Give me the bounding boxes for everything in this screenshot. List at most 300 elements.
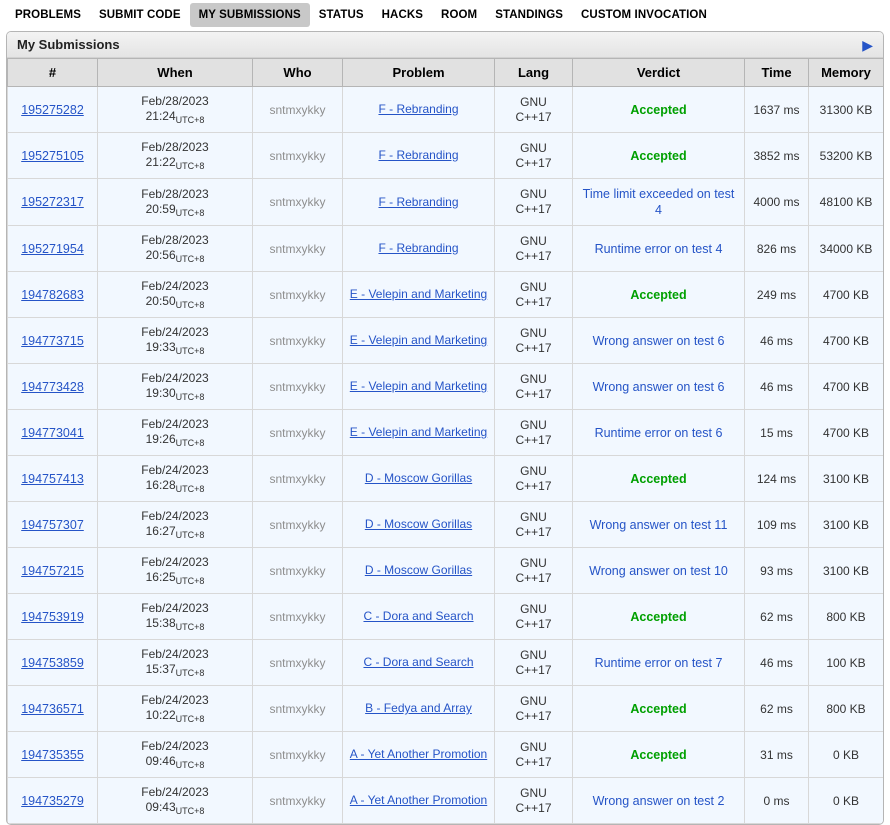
submission-id-cell [8, 456, 98, 502]
submission-lang-cell [495, 594, 573, 640]
submission-time-of-day [104, 155, 246, 171]
submission-id-link[interactable]: 194753919 [21, 609, 84, 624]
submission-when-cell [98, 548, 253, 594]
problem-link[interactable]: E - Velepin and Marketing [349, 425, 488, 439]
submission-id-cell [8, 133, 98, 179]
submission-time-cell: 124 ms [745, 456, 809, 502]
submission-clock: 15:37 [145, 662, 176, 676]
verdict-status-badge[interactable]: Accepted [630, 287, 687, 302]
submission-time-cell: 15 ms [745, 410, 809, 456]
submissions-table [7, 58, 884, 824]
submission-timezone: UTC+8 [175, 806, 205, 816]
submission-verdict-cell [573, 179, 745, 226]
submission-id-link[interactable]: 194735279 [21, 793, 84, 808]
submission-author[interactable]: sntmxykky [269, 793, 326, 808]
submission-who-cell [253, 594, 343, 640]
submission-author[interactable]: sntmxykky [269, 195, 326, 209]
submission-id-cell [8, 594, 98, 640]
submission-author[interactable]: sntmxykky [269, 747, 326, 762]
submission-language: GNU C++17 [515, 739, 552, 769]
nav-item-standings[interactable]: STANDINGS [495, 9, 564, 21]
submission-problem-cell [343, 87, 495, 133]
submission-problem-cell [343, 732, 495, 778]
submission-language: GNU C++17 [515, 233, 552, 263]
submission-when-cell [98, 87, 253, 133]
submission-time-of-day [104, 708, 246, 724]
submission-author[interactable]: sntmxykky [269, 701, 326, 716]
nav-item-submit-code[interactable]: SUBMIT CODE [98, 9, 181, 21]
submission-author[interactable]: sntmxykky [269, 241, 326, 256]
problem-link[interactable]: F - Rebranding [378, 102, 459, 116]
submission-time-of-day [104, 616, 246, 632]
table-row [8, 226, 884, 272]
verdict-status-badge[interactable]: Wrong answer on test 2 [592, 793, 725, 808]
table-row [8, 548, 884, 594]
submission-timezone: UTC+8 [175, 530, 205, 540]
submission-date: Feb/28/2023 [141, 140, 209, 154]
submission-verdict-cell [573, 502, 745, 548]
submission-memory-cell: 31300 KB [809, 87, 884, 133]
problem-link[interactable]: C - Dora and Search [363, 655, 474, 669]
submission-clock: 15:38 [145, 616, 176, 630]
verdict-status-badge[interactable]: Runtime error on test 7 [594, 655, 723, 670]
submission-verdict-cell [573, 410, 745, 456]
submission-id-link[interactable]: 194736571 [21, 701, 84, 716]
submission-who-cell [253, 732, 343, 778]
submission-who-cell [253, 272, 343, 318]
problem-link[interactable]: C - Dora and Search [363, 609, 474, 623]
problem-link[interactable]: F - Rebranding [378, 241, 459, 255]
submission-who-cell [253, 133, 343, 179]
submission-clock: 19:33 [145, 340, 176, 354]
submission-timezone: UTC+8 [175, 392, 205, 402]
verdict-status-badge[interactable]: Accepted [630, 102, 687, 117]
submission-lang-cell [495, 133, 573, 179]
submission-verdict-cell [573, 686, 745, 732]
submission-date: Feb/28/2023 [141, 186, 209, 201]
submission-author[interactable]: sntmxykky [269, 102, 326, 117]
verdict-status-badge[interactable]: Wrong answer on test 6 [592, 379, 725, 394]
submissions-panel [6, 31, 884, 825]
submission-id-link[interactable]: 194782683 [21, 287, 84, 302]
table-row [8, 686, 884, 732]
submission-who-cell [253, 87, 343, 133]
submission-language: GNU C++17 [515, 94, 552, 124]
submission-author[interactable]: sntmxykky [269, 609, 326, 624]
submission-id-cell [8, 179, 98, 226]
submission-time-of-day [104, 800, 246, 816]
submission-id-link[interactable]: 194735355 [21, 747, 84, 762]
submission-id-link[interactable]: 195272317 [21, 195, 84, 209]
submission-time-of-day [104, 524, 246, 540]
submission-clock: 21:24 [145, 109, 176, 123]
verdict-status-badge[interactable]: Accepted [630, 701, 687, 716]
submission-problem-cell [343, 410, 495, 456]
submission-memory-cell: 48100 KB [809, 179, 884, 226]
submission-timezone: UTC+8 [175, 714, 205, 724]
table-row [8, 502, 884, 548]
submission-time-cell: 3852 ms [745, 133, 809, 179]
submission-id-link[interactable]: 195271954 [21, 241, 84, 256]
page-title: My Submissions [17, 37, 120, 52]
submission-id-cell [8, 502, 98, 548]
submission-language: GNU C++17 [515, 785, 552, 815]
submission-when-cell [98, 502, 253, 548]
submission-who-cell [253, 226, 343, 272]
verdict-status-badge[interactable]: Time limit exceeded on test 4 [582, 187, 735, 217]
table-header-row [8, 59, 884, 87]
submission-clock: 21:22 [145, 155, 176, 169]
submission-when-cell [98, 732, 253, 778]
column-header-when: When [98, 59, 253, 87]
submission-time-of-day [104, 248, 246, 264]
submission-memory-cell: 0 KB [809, 732, 884, 778]
nav-item-hacks[interactable]: HACKS [381, 9, 424, 21]
submission-id-link[interactable]: 194773428 [21, 379, 84, 394]
problem-link[interactable]: D - Moscow Gorillas [364, 471, 473, 485]
submission-id-link[interactable]: 194753859 [21, 655, 84, 670]
submission-time-of-day [104, 570, 246, 586]
problem-link[interactable]: D - Moscow Gorillas [364, 563, 473, 577]
table-row [8, 456, 884, 502]
submission-problem-cell [343, 686, 495, 732]
submission-id-link[interactable]: 195275105 [21, 148, 84, 163]
submission-id-cell [8, 318, 98, 364]
submission-timezone: UTC+8 [175, 115, 205, 125]
submission-time-cell: 93 ms [745, 548, 809, 594]
submission-who-cell [253, 318, 343, 364]
submission-time-of-day [104, 432, 246, 448]
submission-who-cell [253, 640, 343, 686]
verdict-status-badge[interactable]: Wrong answer on test 10 [589, 563, 728, 578]
submission-timezone: UTC+8 [175, 346, 205, 356]
chevron-right-icon[interactable]: ▶ [862, 36, 873, 53]
submission-lang-cell [495, 226, 573, 272]
submission-verdict-cell [573, 272, 745, 318]
submission-clock: 16:25 [145, 570, 176, 584]
nav-item-room[interactable]: ROOM [441, 9, 478, 21]
submission-clock: 09:43 [145, 800, 176, 814]
submission-lang-cell [495, 456, 573, 502]
problem-link[interactable]: D - Moscow Gorillas [364, 517, 473, 531]
submission-language: GNU C++17 [515, 325, 552, 355]
submission-id-cell [8, 640, 98, 686]
submission-id-cell [8, 364, 98, 410]
submission-lang-cell [495, 502, 573, 548]
nav-item-status[interactable]: STATUS [318, 9, 364, 21]
submission-language: GNU C++17 [515, 371, 552, 401]
submission-author[interactable]: sntmxykky [269, 425, 326, 440]
submission-verdict-cell [573, 318, 745, 364]
submission-problem-cell [343, 778, 495, 824]
submission-time-of-day [104, 662, 246, 678]
submission-memory-cell: 800 KB [809, 594, 884, 640]
submission-date: Feb/24/2023 [141, 371, 209, 385]
submission-when-cell [98, 640, 253, 686]
submission-when-cell [98, 226, 253, 272]
nav-item-custom-invocation[interactable]: CUSTOM INVOCATION [581, 9, 707, 21]
submission-who-cell [253, 548, 343, 594]
submission-language: GNU C++17 [515, 417, 552, 447]
problem-link[interactable]: B - Fedya and Array [365, 701, 472, 715]
problem-link[interactable]: E - Velepin and Marketing [349, 333, 488, 347]
submission-date: Feb/24/2023 [141, 601, 209, 615]
submission-memory-cell: 0 KB [809, 778, 884, 824]
submission-memory-cell: 100 KB [809, 640, 884, 686]
submission-time-of-day [104, 386, 246, 402]
main-navigation [0, 0, 890, 31]
submission-language: GNU C++17 [515, 140, 552, 170]
submission-clock: 09:46 [145, 754, 176, 768]
nav-item-my-submissions[interactable]: MY SUBMISSIONS [190, 3, 310, 27]
submission-timezone: UTC+8 [175, 438, 205, 448]
column-header-time: Time [745, 59, 809, 87]
submission-who-cell [253, 456, 343, 502]
submission-timezone: UTC+8 [175, 668, 205, 678]
submission-problem-cell [343, 179, 495, 226]
submission-id-cell [8, 410, 98, 456]
submission-id-cell [8, 686, 98, 732]
submission-problem-cell [343, 640, 495, 686]
submission-time-cell: 1637 ms [745, 87, 809, 133]
submission-memory-cell: 4700 KB [809, 410, 884, 456]
submission-time-cell: 46 ms [745, 318, 809, 364]
submission-lang-cell [495, 318, 573, 364]
submission-date: Feb/24/2023 [141, 325, 209, 339]
submission-id-link[interactable]: 194757215 [21, 563, 84, 578]
submission-time-cell: 46 ms [745, 640, 809, 686]
problem-link[interactable]: A - Yet Another Promotion [349, 793, 488, 807]
submission-author[interactable]: sntmxykky [269, 471, 326, 486]
nav-item-problems[interactable]: PROBLEMS [15, 9, 81, 21]
submission-time-of-day [104, 202, 246, 218]
submission-author[interactable]: sntmxykky [269, 333, 326, 348]
submission-lang-cell [495, 410, 573, 456]
problem-link[interactable]: E - Velepin and Marketing [349, 379, 488, 393]
submission-lang-cell [495, 732, 573, 778]
submission-when-cell [98, 272, 253, 318]
submission-verdict-cell [573, 732, 745, 778]
submission-clock: 20:50 [145, 294, 176, 308]
verdict-status-badge[interactable]: Accepted [630, 747, 687, 762]
submission-who-cell [253, 686, 343, 732]
submission-lang-cell [495, 272, 573, 318]
submission-id-cell [8, 87, 98, 133]
submission-clock: 10:22 [145, 708, 176, 722]
submission-time-cell: 4000 ms [745, 179, 809, 226]
verdict-status-badge[interactable]: Runtime error on test 4 [594, 241, 723, 256]
submission-time-cell: 62 ms [745, 594, 809, 640]
submission-author[interactable]: sntmxykky [269, 379, 326, 394]
submission-when-cell [98, 778, 253, 824]
submission-date: Feb/24/2023 [141, 647, 209, 661]
submission-date: Feb/24/2023 [141, 417, 209, 431]
problem-link[interactable]: F - Rebranding [378, 148, 459, 162]
problem-link[interactable]: E - Velepin and Marketing [349, 287, 488, 301]
problem-link[interactable]: A - Yet Another Promotion [349, 747, 488, 761]
submission-author[interactable]: sntmxykky [269, 517, 326, 532]
table-row [8, 87, 884, 133]
submission-id-cell [8, 732, 98, 778]
verdict-status-badge[interactable]: Wrong answer on test 11 [589, 517, 728, 532]
submission-timezone: UTC+8 [175, 254, 205, 264]
submission-date: Feb/24/2023 [141, 785, 209, 799]
submission-language: GNU C++17 [515, 647, 552, 677]
submission-language: GNU C++17 [515, 601, 552, 631]
submission-language: GNU C++17 [515, 463, 552, 493]
submission-when-cell [98, 456, 253, 502]
submission-verdict-cell [573, 133, 745, 179]
submission-id-link[interactable]: 194773715 [21, 333, 84, 348]
table-row [8, 318, 884, 364]
submission-language: GNU C++17 [515, 187, 552, 216]
submission-date: Feb/24/2023 [141, 555, 209, 569]
column-header-id: # [8, 59, 98, 87]
table-row [8, 732, 884, 778]
submission-who-cell [253, 778, 343, 824]
submission-timezone: UTC+8 [175, 622, 205, 632]
submission-timezone: UTC+8 [175, 576, 205, 586]
submission-verdict-cell [573, 640, 745, 686]
column-header-problem: Problem [343, 59, 495, 87]
submission-time-cell: 62 ms [745, 686, 809, 732]
submission-memory-cell: 3100 KB [809, 502, 884, 548]
submission-who-cell [253, 502, 343, 548]
submission-lang-cell [495, 179, 573, 226]
submission-id-cell [8, 548, 98, 594]
submission-date: Feb/24/2023 [141, 693, 209, 707]
submission-author[interactable]: sntmxykky [269, 655, 326, 670]
submission-memory-cell: 4700 KB [809, 272, 884, 318]
submission-timezone: UTC+8 [175, 207, 205, 218]
submission-timezone: UTC+8 [175, 300, 205, 310]
submission-language: GNU C++17 [515, 509, 552, 539]
submission-lang-cell [495, 640, 573, 686]
submission-time-cell: 31 ms [745, 732, 809, 778]
submission-who-cell [253, 179, 343, 226]
submission-time-of-day [104, 754, 246, 770]
column-header-lang: Lang [495, 59, 573, 87]
submission-date: Feb/24/2023 [141, 739, 209, 753]
submission-time-cell: 249 ms [745, 272, 809, 318]
panel-header [7, 32, 883, 58]
submission-id-link[interactable]: 194773041 [21, 425, 84, 440]
submission-memory-cell: 3100 KB [809, 548, 884, 594]
problem-link[interactable]: F - Rebranding [378, 194, 459, 209]
table-row [8, 133, 884, 179]
submission-lang-cell [495, 686, 573, 732]
submission-problem-cell [343, 364, 495, 410]
submission-who-cell [253, 410, 343, 456]
submission-when-cell [98, 318, 253, 364]
table-row [8, 640, 884, 686]
submission-when-cell [98, 686, 253, 732]
submission-timezone: UTC+8 [175, 760, 205, 770]
submission-date: Feb/24/2023 [141, 279, 209, 293]
submission-clock: 19:26 [145, 432, 176, 446]
submission-memory-cell: 3100 KB [809, 456, 884, 502]
submission-when-cell [98, 594, 253, 640]
submissions-table-body [8, 87, 884, 824]
submission-id-cell [8, 778, 98, 824]
submission-lang-cell [495, 364, 573, 410]
column-header-verdict: Verdict [573, 59, 745, 87]
table-row [8, 179, 884, 226]
submission-clock: 19:30 [145, 386, 176, 400]
submission-time-cell: 109 ms [745, 502, 809, 548]
submission-date: Feb/24/2023 [141, 463, 209, 477]
table-row [8, 272, 884, 318]
submission-timezone: UTC+8 [175, 484, 205, 494]
submission-problem-cell [343, 548, 495, 594]
submission-memory-cell: 34000 KB [809, 226, 884, 272]
submission-problem-cell [343, 456, 495, 502]
verdict-status-badge[interactable]: Runtime error on test 6 [594, 425, 723, 440]
verdict-status-badge[interactable]: Accepted [630, 471, 687, 486]
table-row [8, 778, 884, 824]
verdict-status-badge[interactable]: Accepted [630, 148, 687, 163]
submission-verdict-cell [573, 548, 745, 594]
submission-date: Feb/28/2023 [141, 233, 209, 247]
verdict-status-badge[interactable]: Accepted [630, 609, 687, 624]
submission-problem-cell [343, 318, 495, 364]
submission-memory-cell: 800 KB [809, 686, 884, 732]
submission-verdict-cell [573, 778, 745, 824]
submission-memory-cell: 4700 KB [809, 364, 884, 410]
submission-id-link[interactable]: 194757413 [21, 471, 84, 486]
submission-when-cell [98, 133, 253, 179]
submission-verdict-cell [573, 87, 745, 133]
submission-author[interactable]: sntmxykky [269, 563, 326, 578]
submission-lang-cell [495, 548, 573, 594]
submission-memory-cell: 4700 KB [809, 318, 884, 364]
submission-lang-cell [495, 778, 573, 824]
submission-verdict-cell [573, 226, 745, 272]
submission-time-of-day [104, 109, 246, 125]
submission-clock: 16:27 [145, 524, 176, 538]
submission-problem-cell [343, 226, 495, 272]
submission-memory-cell: 53200 KB [809, 133, 884, 179]
verdict-status-badge[interactable]: Wrong answer on test 6 [592, 333, 725, 348]
submission-language: GNU C++17 [515, 279, 552, 309]
submission-author[interactable]: sntmxykky [269, 287, 326, 302]
submission-id-link[interactable]: 195275282 [21, 102, 84, 117]
submission-time-cell: 0 ms [745, 778, 809, 824]
submission-clock: 20:56 [145, 248, 176, 262]
submission-verdict-cell [573, 364, 745, 410]
submission-verdict-cell [573, 456, 745, 502]
submission-language: GNU C++17 [515, 555, 552, 585]
table-row [8, 410, 884, 456]
submission-id-link[interactable]: 194757307 [21, 517, 84, 532]
column-header-who: Who [253, 59, 343, 87]
submission-time-of-day [104, 294, 246, 310]
submission-problem-cell [343, 502, 495, 548]
submission-problem-cell [343, 133, 495, 179]
submission-author[interactable]: sntmxykky [269, 148, 326, 163]
submission-lang-cell [495, 87, 573, 133]
submission-id-cell [8, 272, 98, 318]
submission-time-cell: 46 ms [745, 364, 809, 410]
submission-time-cell: 826 ms [745, 226, 809, 272]
submission-problem-cell [343, 594, 495, 640]
table-row [8, 594, 884, 640]
submission-clock: 20:59 [145, 201, 176, 216]
submission-verdict-cell [573, 594, 745, 640]
submission-problem-cell [343, 272, 495, 318]
table-row [8, 364, 884, 410]
submission-date: Feb/28/2023 [141, 94, 209, 108]
